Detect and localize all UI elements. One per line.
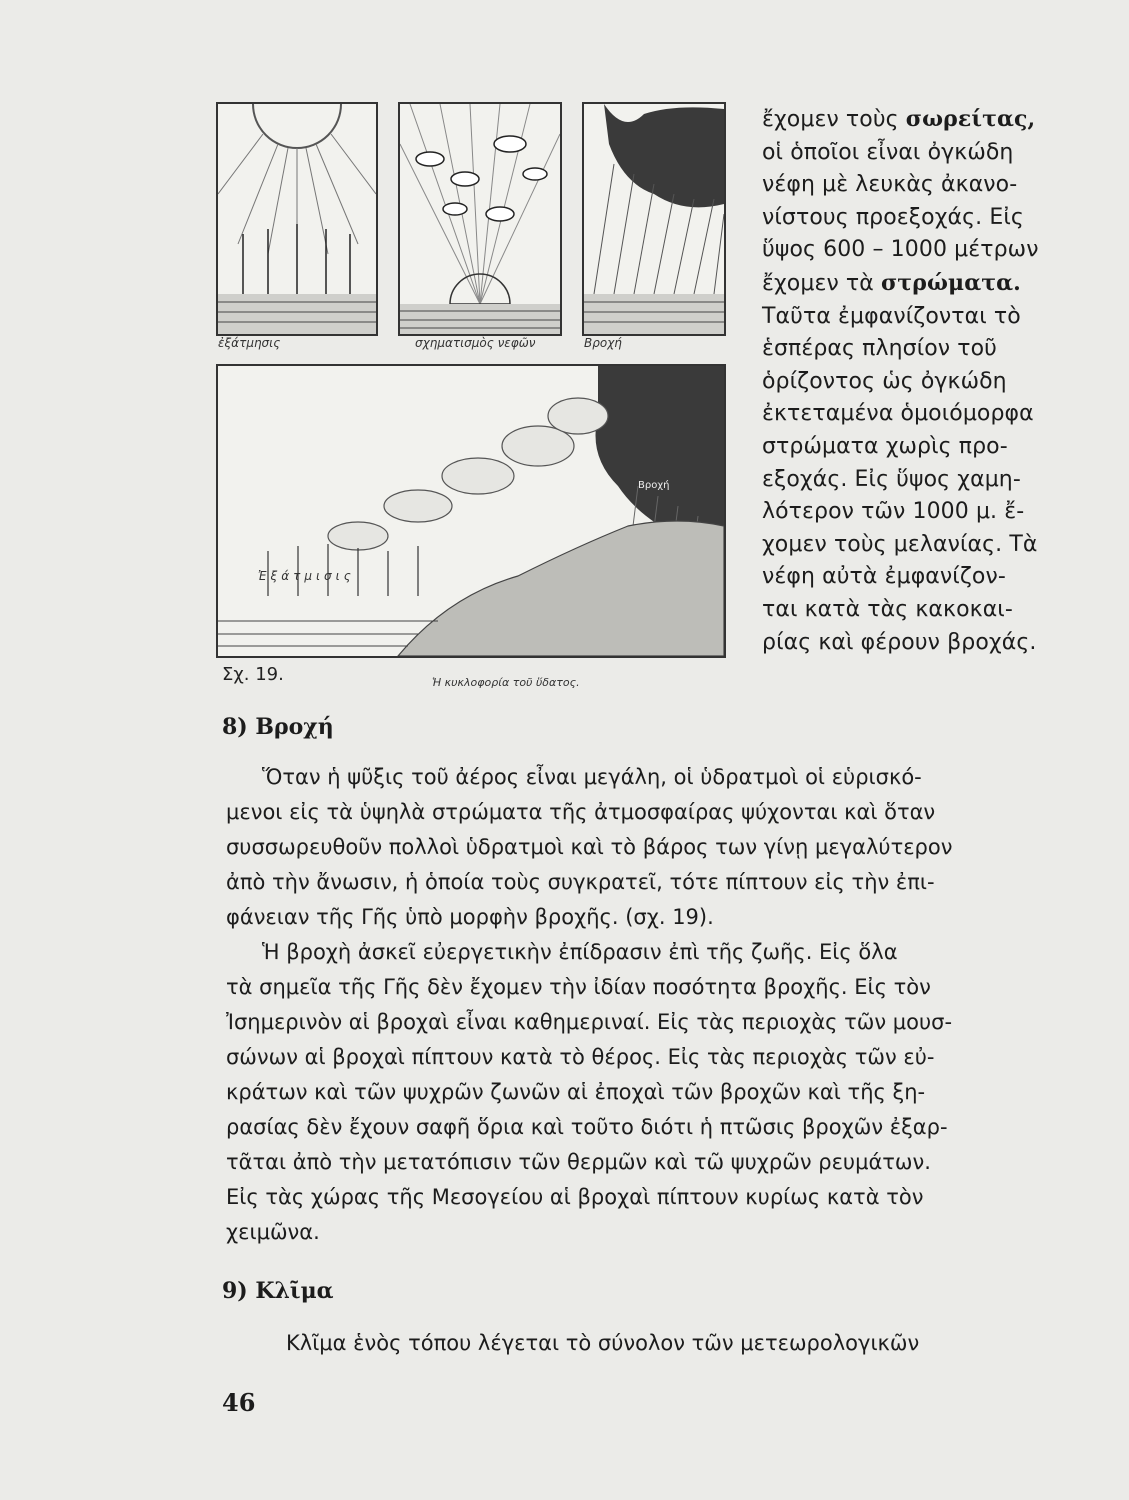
side-line: λότερον τῶν 1000 μ. ἔ- — [762, 499, 1025, 525]
side-line: εξοχάς. Εἰς ὕψος χαμη- — [762, 466, 1021, 492]
page-number: 46 — [222, 1388, 256, 1417]
body-line: ρασίας δὲν ἔχουν σαφῆ ὅρια καὶ τοῦτο διότι ἡ πτῶσις βροχῶν ἐξαρ- — [226, 1115, 948, 1139]
section-body-rain — [226, 760, 1066, 1250]
body-line: Ἡ βροχὴ ἀσκεῖ εὐεργετικὴν ἐπίδρασιν ἐπὶ τῆς ζωῆς. Εἰς ὅλα — [262, 940, 898, 964]
rain-panel — [582, 102, 726, 336]
body-line: φάνειαν τῆς Γῆς ὑπὸ μορφὴν βροχῆς. (σχ. 19). — [226, 905, 714, 929]
side-line: ἑσπέρας πλησίον τοῦ — [762, 336, 998, 362]
cloud-formation-label: σχηματισμὸς νεφῶν — [415, 336, 536, 350]
section-body-climate — [226, 1326, 1066, 1361]
cloud-formation-illustration — [400, 104, 560, 334]
body-line: τὰ σημεῖα τῆς Γῆς δὲν ἔχομεν τὴν ἰδίαν ποσότητα βροχῆς. Εἰς τὸν — [226, 975, 931, 999]
side-line: στρώματα χωρὶς προ- — [762, 433, 1008, 459]
side-line: ἐκτεταμένα ὁμοιόμορφα — [762, 401, 1034, 427]
figure-number: Σχ. 19. — [222, 664, 284, 685]
figure-caption: Ἡ κυκλοφορία τοῦ ὕδατος. — [432, 676, 580, 689]
cloud-formation-panel — [398, 102, 562, 336]
body-line: Ὅταν ἡ ψῦξις τοῦ ἀέρος εἶναι μεγάλη, οἱ ὑδρατμοὶ οἱ εὑρισκό- — [262, 765, 922, 789]
water-cycle-evaporation-label: Ἐξάτμισις — [258, 569, 355, 583]
side-line: ρίας καὶ φέρουν βροχάς. — [762, 629, 1037, 655]
side-line: ἔχομεν τοὺς σωρείτας, — [762, 106, 1036, 132]
side-line: νέφη αὐτὰ ἐμφανίζον- — [762, 564, 1006, 590]
rain-illustration — [584, 104, 724, 334]
side-line: Ταῦτα ἐμφανίζονται τὸ — [762, 303, 1021, 329]
water-cycle-illustration — [218, 366, 724, 656]
side-text-column — [762, 103, 1062, 659]
water-cycle-rain-label: Βροχή — [638, 480, 670, 491]
body-line: ἀπὸ τὴν ἄνωσιν, ἡ ὁποία τοὺς συγκρατεῖ, τότε πίπτουν εἰς τὴν ἐπι- — [226, 870, 935, 894]
evaporation-panel — [216, 102, 378, 336]
body-line: μενοι εἰς τὰ ὑψηλὰ στρώματα τῆς ἀτμοσφαίρας ψύχονται καὶ ὅταν — [226, 800, 936, 824]
rain-label: Βροχή — [584, 336, 622, 350]
section-heading-rain: 8) Βροχή — [222, 714, 334, 740]
side-line: νέφη μὲ λευκὰς ἀκανο- — [762, 172, 1018, 198]
evaporation-illustration — [218, 104, 376, 334]
evaporation-label: ἐξάτμησις — [218, 336, 281, 350]
body-line: Εἰς τὰς χώρας τῆς Μεσογείου αἱ βροχαὶ πίπτουν κυρίως κατὰ τὸν — [226, 1185, 924, 1209]
body-line: χειμῶνα. — [226, 1220, 320, 1244]
body-line: τᾶται ἀπὸ τὴν μετατόπισιν τῶν θερμῶν καὶ τῶ ψυχρῶν ρευμάτων. — [226, 1150, 931, 1174]
side-line: χομεν τοὺς μελανίας. Τὰ — [762, 531, 1038, 557]
side-line: ὕψος 600 – 1000 μέτρων — [762, 237, 1039, 263]
body-line: Ἰσημερινὸν αἱ βροχαὶ εἶναι καθημεριναί. Εἰς τὰς περιοχὰς τῶν μουσ- — [226, 1010, 953, 1034]
section-heading-climate: 9) Κλῖμα — [222, 1278, 334, 1304]
body-line: συσσωρευθοῦν πολλοὶ ὑδρατμοὶ καὶ τὸ βάρος των γίνῃ μεγαλύτερον — [226, 835, 953, 859]
body-line: κράτων καὶ τῶν ψυχρῶν ζωνῶν αἱ ἐποχαὶ τῶν βροχῶν καὶ τῆς ξη- — [226, 1080, 926, 1104]
side-line: ὁρίζοντος ὡς ὀγκώδη — [762, 368, 1007, 394]
side-line: νίστους προεξοχάς. Εἰς — [762, 204, 1024, 230]
body-line: Κλῖμα ἑνὸς τόπου λέγεται τὸ σύνολον τῶν μετεωρολογικῶν — [286, 1331, 920, 1355]
water-cycle-panel — [216, 364, 726, 658]
side-line: ται κατὰ τὰς κακοκαι- — [762, 596, 1013, 622]
body-line: σώνων αἱ βροχαὶ πίπτουν κατὰ τὸ θέρος. Εἰς τὰς περιοχὰς τῶν εὐ- — [226, 1045, 935, 1069]
side-line: ἔχομεν τὰ στρώματα. — [762, 269, 1021, 296]
side-line: οἱ ὁποῖοι εἶναι ὀγκώδη — [762, 139, 1014, 165]
